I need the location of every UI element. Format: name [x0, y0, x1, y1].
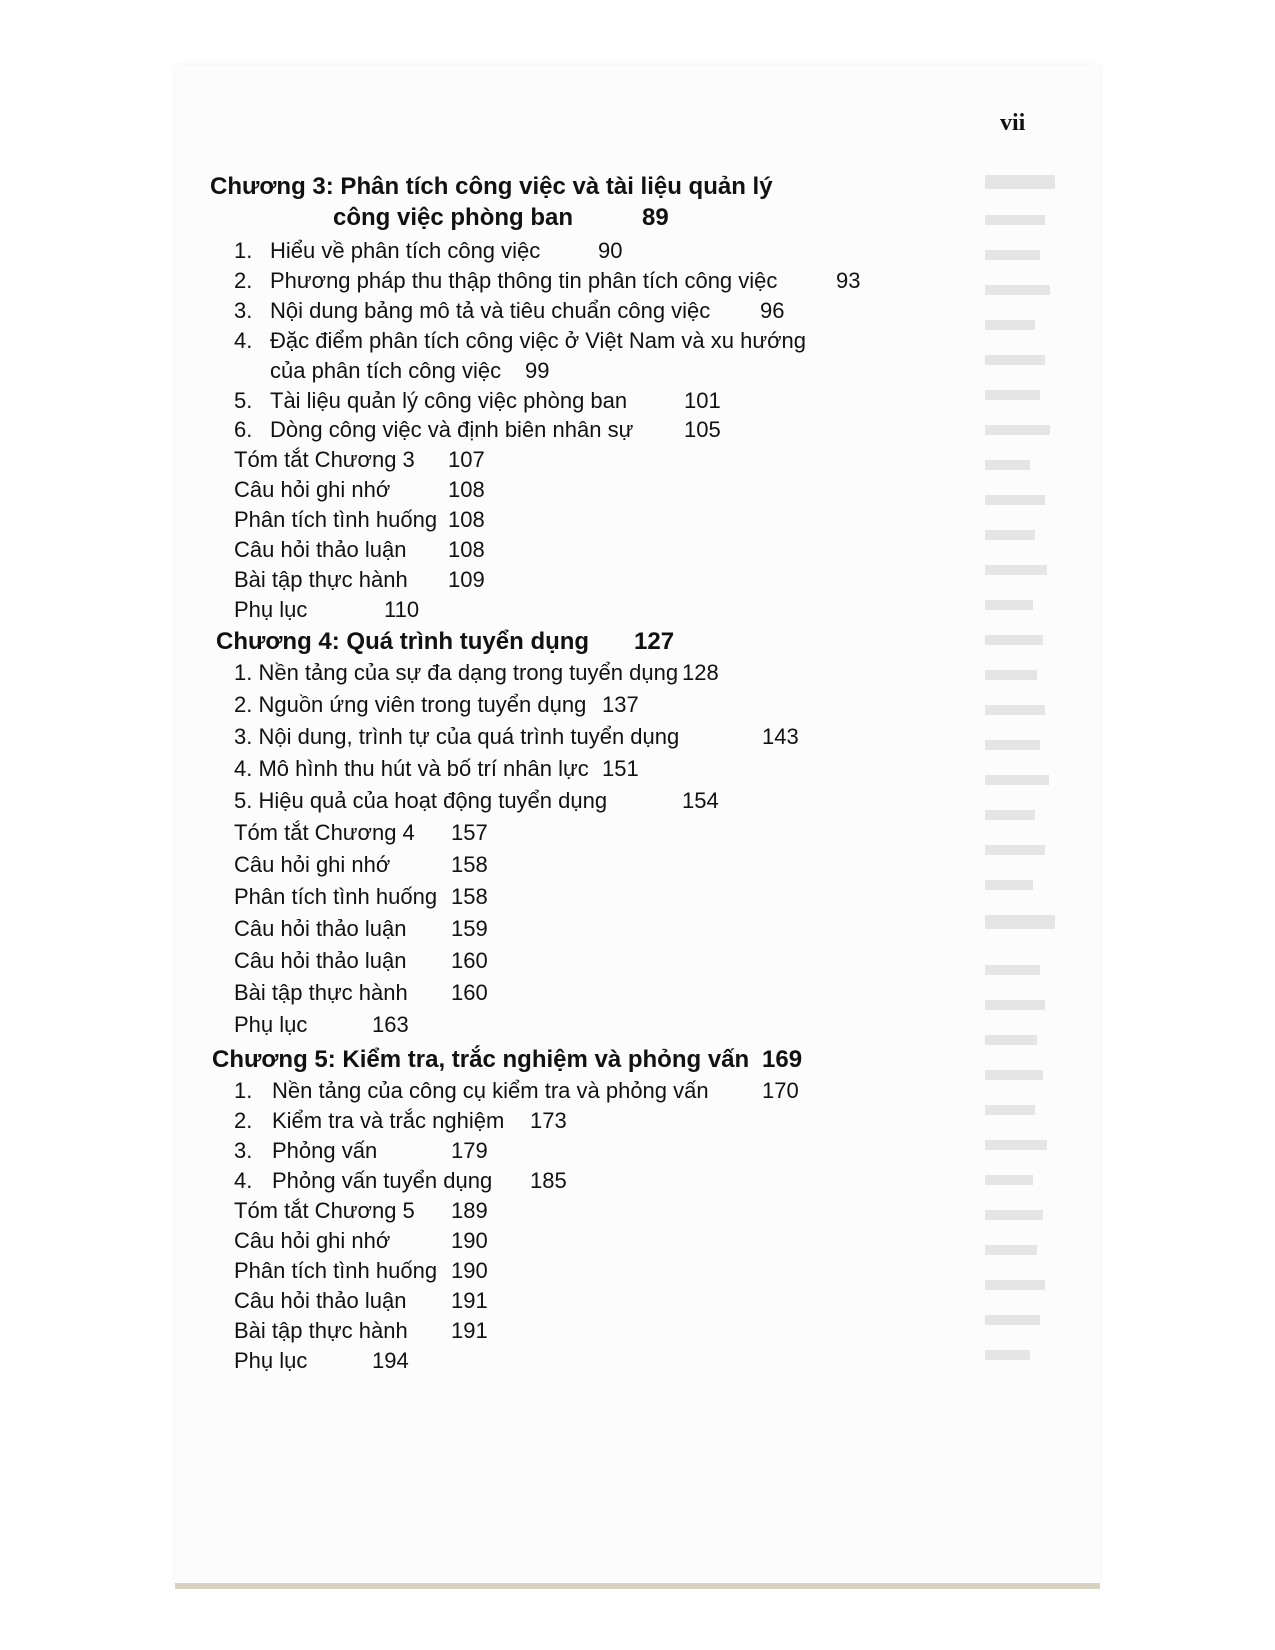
- chapter-5-page: 169: [762, 1046, 803, 1073]
- toc-item-number: 1.: [234, 1078, 253, 1103]
- toc-extra-page: 189: [451, 1198, 488, 1223]
- chapter-3-page: 89: [642, 204, 669, 231]
- toc-item-page: 137: [602, 692, 639, 717]
- toc-extra-page: 194: [372, 1348, 409, 1373]
- toc-extra-text: Bài tập thực hành: [234, 567, 408, 592]
- toc-item-text: Kiểm tra và trắc nghiệm: [272, 1108, 505, 1133]
- toc-extra-text: Phân tích tình huống: [234, 884, 438, 909]
- toc-extra-page: 108: [448, 537, 485, 562]
- toc-item-text: Đặc điểm phân tích công việc ở Việt Nam và xu hướng: [270, 328, 806, 353]
- toc-item-text: Dòng công việc và định biên nhân sự: [270, 417, 634, 442]
- toc-item-page: 179: [451, 1138, 488, 1163]
- toc-extra-page: 190: [451, 1228, 488, 1253]
- toc-item-page: 96: [760, 298, 785, 323]
- chapter-3-title-cont: công việc phòng ban: [333, 204, 574, 231]
- toc-extra-text: Câu hỏi ghi nhớ: [234, 1228, 391, 1253]
- toc-item-page: 90: [598, 238, 623, 263]
- toc-item-number: 6.: [234, 417, 253, 442]
- toc-extra-text: Câu hỏi thảo luận: [234, 948, 407, 973]
- toc-extra-text: Câu hỏi thảo luận: [234, 1288, 407, 1313]
- toc-item-page: 93: [836, 268, 861, 293]
- toc-item-text: Tài liệu quản lý công việc phòng ban: [270, 388, 628, 413]
- toc-extra-text: Tóm tắt Chương 5: [234, 1198, 415, 1223]
- chapter-3-title: Chương 3: Phân tích công việc và tài liệu quản lý: [210, 173, 773, 200]
- toc-extra-page: 160: [451, 980, 488, 1005]
- toc-item-text: 3. Nội dung, trình tự của quá trình tuyển dụng: [234, 724, 680, 749]
- toc-extra-text: Bài tập thực hành: [234, 980, 408, 1005]
- toc-extra-text: Bài tập thực hành: [234, 1318, 408, 1343]
- page-edge: [175, 1583, 1100, 1589]
- toc-extra-page: 109: [448, 567, 485, 592]
- toc-item-text: 4. Mô hình thu hút và bố trí nhân lực: [234, 756, 589, 781]
- toc-item-page: 170: [762, 1078, 799, 1103]
- toc-item-page: 154: [682, 788, 719, 813]
- toc-extra-text: Tóm tắt Chương 4: [234, 820, 415, 845]
- toc-extra-text: Câu hỏi ghi nhớ: [234, 477, 391, 502]
- toc-extra-text: Câu hỏi thảo luận: [234, 537, 407, 562]
- toc-item-page: 99: [525, 358, 550, 383]
- toc-extra-page: 108: [448, 477, 485, 502]
- chapter-5-title: Chương 5: Kiểm tra, trắc nghiệm và phỏng vấn: [212, 1046, 750, 1073]
- toc-extra-page: 191: [451, 1288, 488, 1313]
- toc-extra-page: 157: [451, 820, 488, 845]
- toc-extra-page: 190: [451, 1258, 488, 1283]
- toc-item-number: 4.: [234, 1168, 253, 1193]
- toc-extra-text: Phụ lục: [234, 1348, 308, 1373]
- chapter-4-title: Chương 4: Quá trình tuyển dụng: [216, 628, 590, 655]
- toc-item-number: 2.: [234, 268, 253, 293]
- toc-extra-page: 159: [451, 916, 488, 941]
- toc-extra-page: 158: [451, 852, 488, 877]
- toc-item-page: 101: [684, 388, 721, 413]
- chapter-4-page: 127: [634, 628, 675, 655]
- toc-extra-page: 107: [448, 447, 485, 472]
- toc-extra-text: Phân tích tình huống: [234, 1258, 438, 1283]
- toc-item-page: 143: [762, 724, 799, 749]
- toc-extra-page: 158: [451, 884, 488, 909]
- toc-extra-text: Phụ lục: [234, 597, 308, 622]
- toc-item-text: Phỏng vấn tuyển dụng: [272, 1168, 493, 1193]
- toc-item-text: 2. Nguồn ứng viên trong tuyển dụng: [234, 692, 587, 717]
- toc-extra-page: 108: [448, 507, 485, 532]
- toc-item-text: Nền tảng của công cụ kiểm tra và phỏng vấn: [272, 1078, 709, 1103]
- toc-extra-text: Phụ lục: [234, 1012, 308, 1037]
- toc-item-number: 3.: [234, 1138, 253, 1163]
- toc-extra-page: 110: [384, 597, 420, 622]
- toc-item-page: 105: [684, 417, 721, 442]
- toc-extra-text: Phân tích tình huống: [234, 507, 438, 532]
- toc-item-text: Hiểu về phân tích công việc: [270, 238, 541, 263]
- toc-item-text-cont: của phân tích công việc: [270, 358, 502, 383]
- toc-item-page: 185: [530, 1168, 567, 1193]
- toc-item-number: 3.: [234, 298, 253, 323]
- toc-item-text: 1. Nền tảng của sự đa dạng trong tuyển dụng: [234, 660, 679, 685]
- toc-item-text: Phỏng vấn: [272, 1138, 378, 1163]
- toc-extra-text: Câu hỏi ghi nhớ: [234, 852, 391, 877]
- toc-item-number: 1.: [234, 238, 253, 263]
- toc-item-page: 128: [682, 660, 719, 685]
- toc-extra-page: 191: [451, 1318, 488, 1343]
- toc-item-text: 5. Hiệu quả của hoạt động tuyển dụng: [234, 788, 608, 813]
- page-number: vii: [1000, 110, 1026, 136]
- toc-item-text: Nội dung bảng mô tả và tiêu chuẩn công việc: [270, 298, 711, 323]
- toc-extra-text: Câu hỏi thảo luận: [234, 916, 407, 941]
- toc-item-page: 151: [602, 756, 639, 781]
- toc-extra-page: 163: [372, 1012, 409, 1037]
- toc-item-number: 2.: [234, 1108, 253, 1133]
- toc-item-text: Phương pháp thu thập thông tin phân tích công việc: [270, 268, 778, 293]
- toc-item-page: 173: [530, 1108, 567, 1133]
- toc-item-number: 4.: [234, 328, 253, 353]
- toc-item-number: 5.: [234, 388, 253, 413]
- toc-extra-text: Tóm tắt Chương 3: [234, 447, 415, 472]
- toc-extra-page: 160: [451, 948, 488, 973]
